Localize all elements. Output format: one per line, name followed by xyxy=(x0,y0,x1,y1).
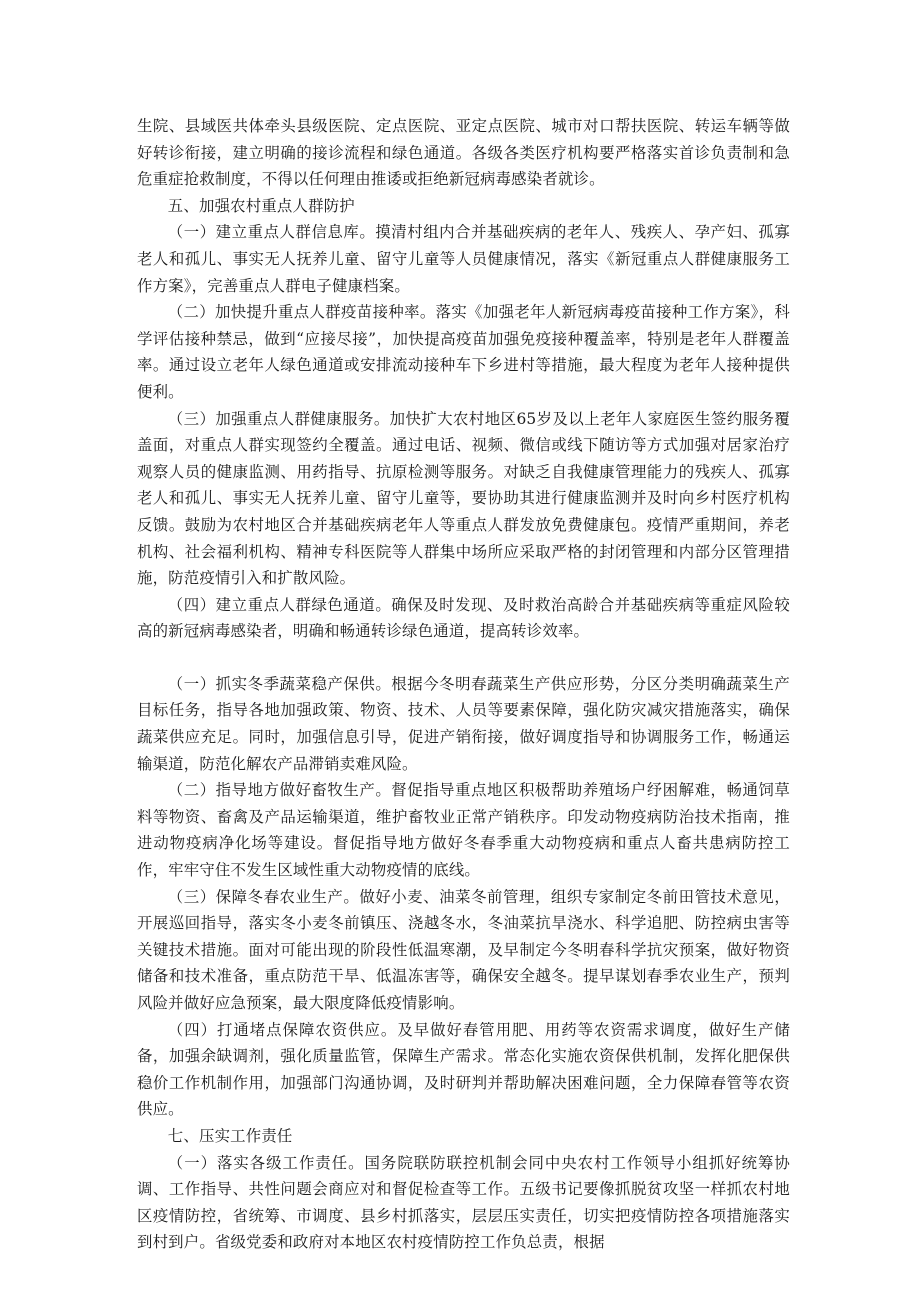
paragraph-6-2: （二）指导地方做好畜牧生产。督促指导重点地区积极帮助养殖场户纾困解难，畅通饲草料等物资、畜禽及产品运输渠道，维护畜牧业正常产销秩序。印发动物疫病防治技术指南，推进动物疫病净化场等建设。督促指导地方做好冬春季重大动物疫病和重点人畜共患病防控工作，牢牢守住不发生区域性重大动物疫情的底线。 xyxy=(137,781,790,880)
section-heading-7: 七、压实工作责任 xyxy=(167,1126,293,1145)
paragraph-5-4: （四）建立重点人群绿色通道。确保及时发现、及时救治高龄合并基础疾病等重症风险较高的新冠病毒感染者，明确和畅通转诊绿色通道，提高转诊效率。 xyxy=(137,595,790,641)
paragraph-6-1: （一）抓实冬季蔬菜稳产保供。根据今冬明春蔬菜生产供应形势，分区分类明确蔬菜生产目标任务，指导各地加强政策、物资、技术、人员等要素保障，强化防灾减灾措施落实，确保蔬菜供应充足。同时，加强信息引导，促进产销衔接，做好调度指导和协调服务工作，畅通运输渠道，防范化解农产品滞销卖难风险。 xyxy=(137,674,790,773)
paragraph-5-3: （三）加强重点人群健康服务。加快扩大农村地区65岁及以上老年人家庭医生签约服务覆盖面，对重点人群实现签约全覆盖。通过电话、视频、微信或线下随访等方式加强对居家治疗观察人员的健康监测、用药指导、抗原检测等服务。对缺乏自我健康管理能力的残疾人、孤寡老人和孤儿、事实无人抚养儿童、留守儿童等，要协助其进行健康监测并及时向乡村医疗机构反馈。鼓励为农村地区合并基础疾病老年人等重点人群发放免费健康包。疫情严重期间，养老机构、社会福利机构、精神专科医院等人群集中场所应采取严格的封闭管理和内部分区管理措施，防范疫情引入和扩散风险。 xyxy=(137,409,790,588)
paragraph-continued: 生院、县域医共体牵头县级医院、定点医院、亚定点医院、城市对口帮扶医院、转运车辆等做好转诊衔接，建立明确的接诊流程和绿色通道。各级各类医疗机构要严格落实首诊负责制和急危重症抢救制度，不得以任何理由推诿或拒绝新冠病毒感染者就诊。 xyxy=(137,117,790,189)
paragraph-6-4: （四）打通堵点保障农资供应。及早做好春管用肥、用药等农资需求调度，做好生产储备，加强余缺调剂，强化质量监管，保障生产需求。常态化实施农资保供机制，发挥化肥保供稳价工作机制作用，加强部门沟通协调，及时研判并帮助解决困难问题，全力保障春管等农资供应。 xyxy=(137,1020,790,1119)
document-page xyxy=(137,113,790,1256)
blank-gap xyxy=(137,645,790,671)
paragraph-5-1: （一）建立重点人群信息库。摸清村组内合并基础疾病的老年人、残疾人、孕产妇、孤寡老人和孤儿、事实无人抚养儿童、留守儿童等人员健康情况，落实《新冠重点人群健康服务工作方案》，完善重点人群电子健康档案。 xyxy=(137,223,790,295)
paragraph-7-1: （一）落实各级工作责任。国务院联防联控机制会同中央农村工作领导小组抓好统筹协调、工作指导、共性问题会商应对和督促检查等工作。五级书记要像抓脱贫攻坚一样抓农村地区疫情防控，省统筹、市调度、县乡村抓落实，层层压实责任，切实把疫情防控各项措施落实到村到户。省级党委和政府对本地区农村疫情防控工作负总责，根据 xyxy=(137,1153,790,1252)
paragraph-5-2: （二）加快提升重点人群疫苗接种率。落实《加强老年人新冠病毒疫苗接种工作方案》，科学评估接种禁忌，做到“应接尽接”，加快提高疫苗加强免疫接种覆盖率，特别是老年人群覆盖率。通过设立老年人绿色通道或安排流动接种车下乡进村等措施，最大程度为老年人接种提供便利。 xyxy=(137,303,790,401)
paragraph-6-3: （三）保障冬春农业生产。做好小麦、油菜冬前管理，组织专家制定冬前田管技术意见，开展巡回指导，落实冬小麦冬前镇压、浇越冬水，冬油菜抗旱浇水、科学追肥、防控病虫害等关键技术措施。面对可能出现的阶段性低温寒潮，及早制定今冬明春科学抗灾预案，做好物资储备和技术准备，重点防范干旱、低温冻害等，确保安全越冬。提早谋划春季农业生产，预判风险并做好应急预案，最大限度降低疫情影响。 xyxy=(137,887,790,1012)
section-heading-5: 五、加强农村重点人群防护 xyxy=(167,196,355,215)
